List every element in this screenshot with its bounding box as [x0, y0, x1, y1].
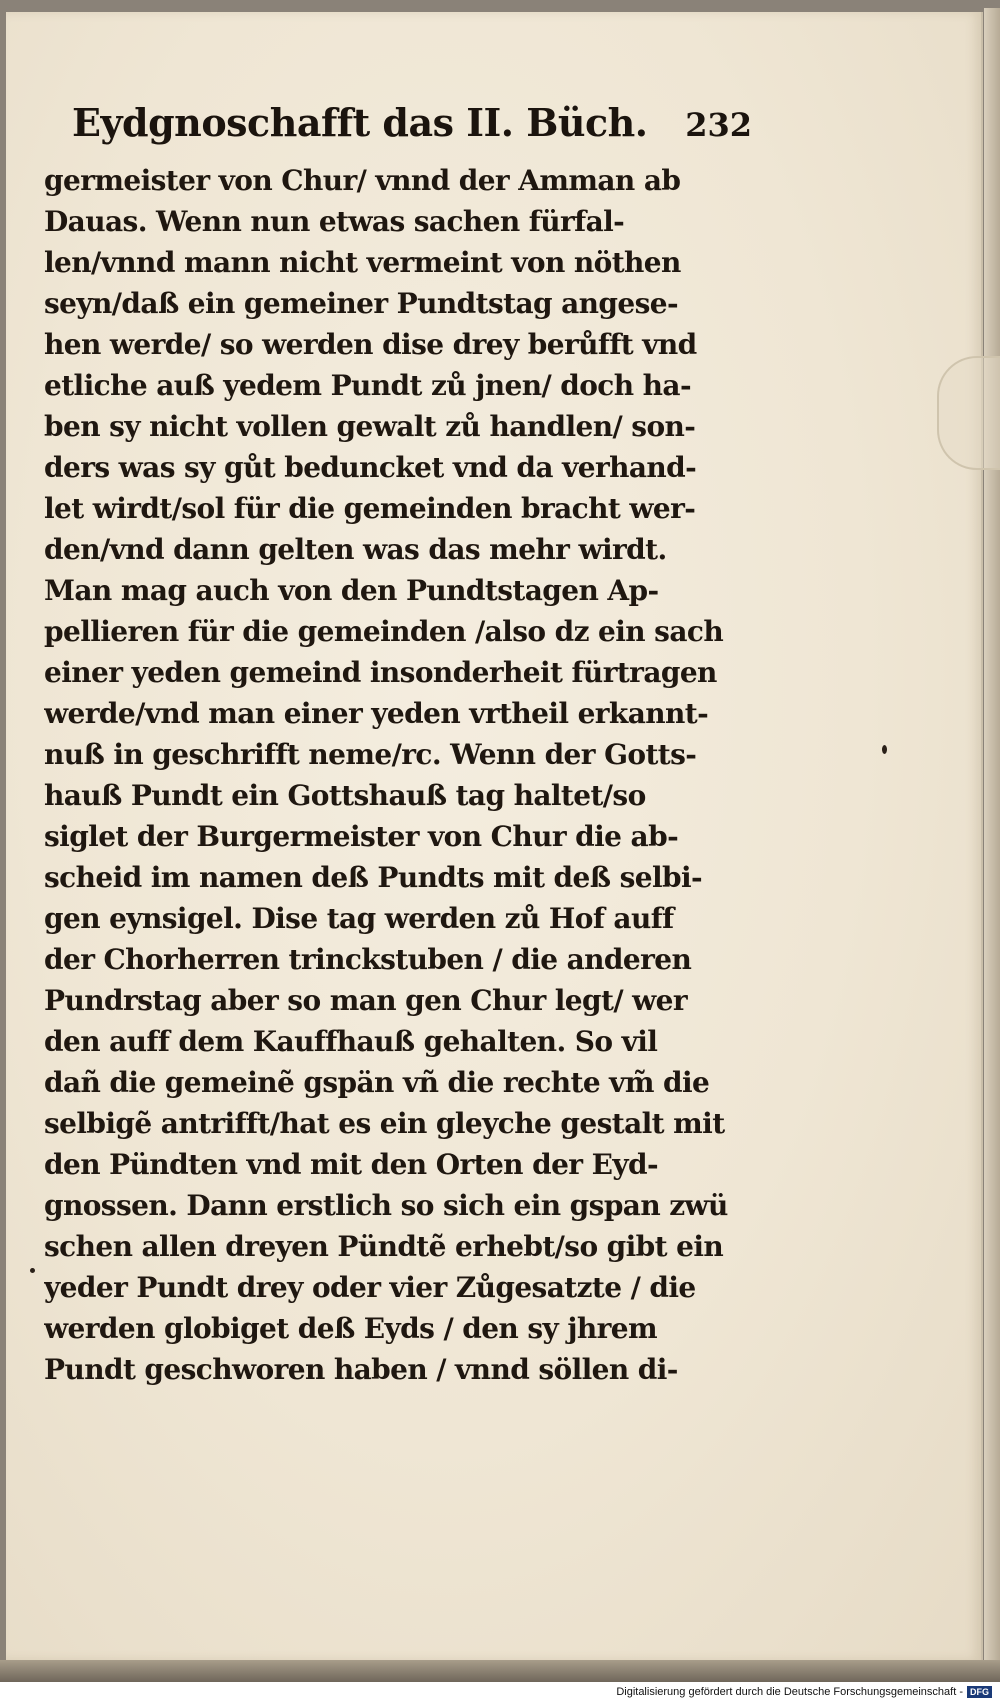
text-line: selbigẽ antrifft/hat es ein gleyche gestalt mit	[44, 1107, 725, 1140]
dfg-logo: DFG	[967, 1686, 992, 1698]
text-line: ders was sy gůt beduncket vnd da verhand-	[44, 451, 697, 484]
body-text	[44, 160, 764, 1390]
text-line: werden globiget deß Eyds / den sy jhrem	[44, 1312, 657, 1345]
ink-speck	[30, 1268, 35, 1273]
text-line: Dauas. Wenn nun etwas sachen fürfal-	[44, 205, 625, 238]
running-header	[72, 100, 752, 152]
text-line: scheid im namen deß Pundts mit deß selbi-	[44, 861, 703, 894]
text-line: germeister von Chur/ vnnd der Amman ab	[44, 164, 681, 197]
text-line: siglet der Burgermeister von Chur die ab-	[44, 820, 679, 853]
funding-credit: Digitalisierung gefördert durch die Deutsche Forschungsgemeinschaft -	[616, 1686, 963, 1698]
page-number: 232	[685, 106, 752, 144]
text-line: gen eynsigel. Dise tag werden zů Hof auff	[44, 902, 674, 935]
book-edge	[984, 8, 1000, 1668]
text-line: einer yeden gemeind insonderheit fürtragen	[44, 656, 717, 689]
text-line: len/vnnd mann nicht vermeint von nöthen	[44, 246, 681, 279]
text-line: hauß Pundt ein Gottshauß tag haltet/so	[44, 779, 646, 812]
text-line: der Chorherren trinckstuben / die anderen	[44, 943, 692, 976]
text-line: Pundt geschworen haben / vnnd söllen di-	[44, 1353, 678, 1386]
text-line: den Pündten vnd mit den Orten der Eyd-	[44, 1148, 658, 1181]
text-line: let wirdt/sol für die gemeinden bracht wer-	[44, 492, 696, 525]
text-line: Man mag auch von den Pundtstagen Ap-	[44, 574, 659, 607]
ink-speck	[882, 745, 887, 754]
text-line: den/vnd dann gelten was das mehr wirdt.	[44, 533, 667, 566]
text-line: dañ die gemeinẽ gspän vñ die rechte vm̃ die	[44, 1066, 710, 1099]
digitization-footer	[0, 1682, 1000, 1702]
text-line: yeder Pundt drey oder vier Zůgesatzte / die	[44, 1271, 696, 1304]
text-line: seyn/daß ein gemeiner Pundtstag angese-	[44, 287, 679, 320]
page-tab-marker	[937, 356, 1000, 470]
text-line: werde/vnd man einer yeden vrtheil erkannt-	[44, 697, 709, 730]
text-line: hen werde/ so werden dise drey berůfft vnd	[44, 328, 697, 361]
text-line: pellieren für die gemeinden /also dz ein sach	[44, 615, 724, 648]
text-line: den auff dem Kauffhauß gehalten. So vil	[44, 1025, 658, 1058]
text-line: etliche auß yedem Pundt zů jnen/ doch ha-	[44, 369, 691, 402]
text-line: Pundrstag aber so man gen Chur legt/ wer	[44, 984, 687, 1017]
text-line: gnossen. Dann erstlich so sich ein gspan zwü	[44, 1189, 728, 1222]
running-title: Eydgnoschafft das II. Büch.	[72, 100, 648, 145]
text-line: nuß in geschrifft neme/rc. Wenn der Gotts-	[44, 738, 697, 771]
text-line: schen allen dreyen Pündtẽ erhebt/so gibt ein	[44, 1230, 724, 1263]
text-line: ben sy nicht vollen gewalt zů handlen/ son-	[44, 410, 696, 443]
scan-bottom-edge	[0, 1660, 1000, 1682]
